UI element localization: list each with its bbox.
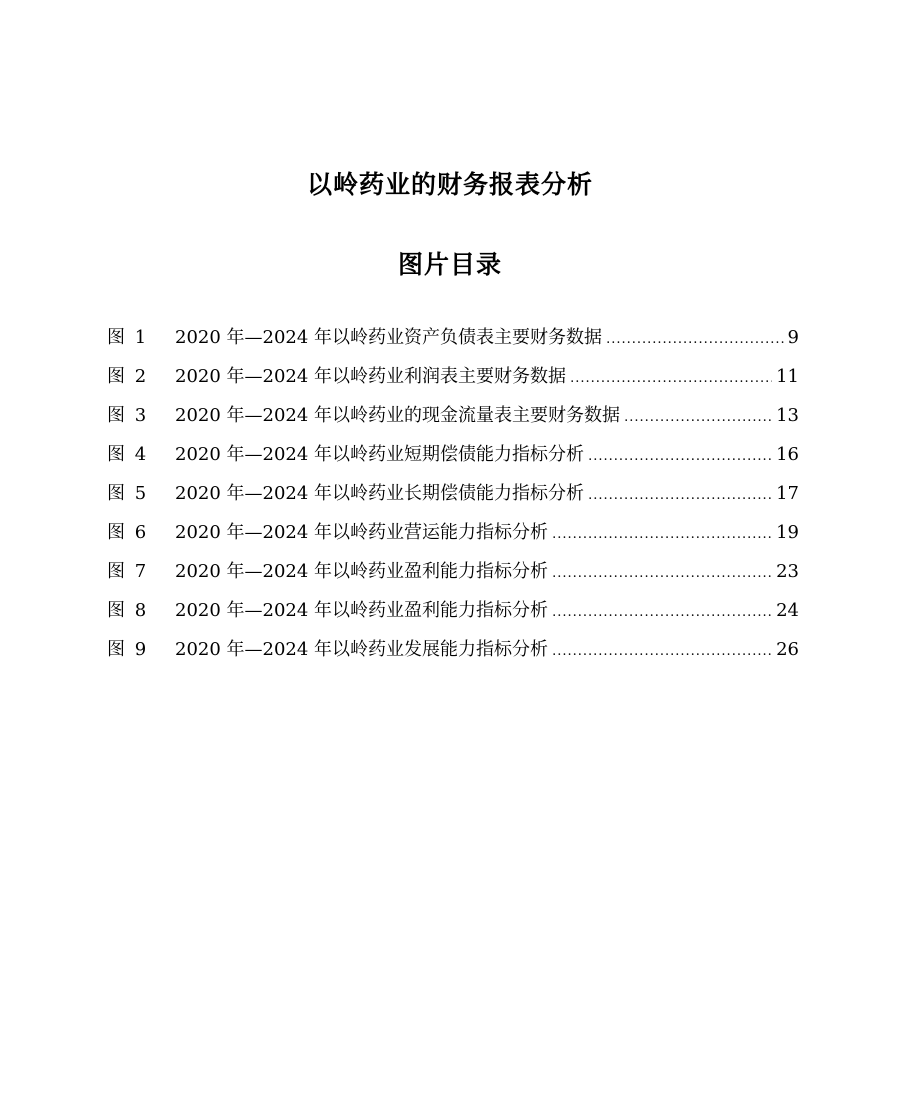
page-number: 23	[776, 561, 799, 582]
document-title: 以岭药业的财务报表分析	[306, 170, 593, 199]
page-number: 9	[787, 327, 799, 348]
dot-leader	[552, 635, 772, 669]
dot-leader	[606, 323, 783, 357]
page-number: 24	[776, 600, 799, 621]
figure-label: 图 8	[107, 600, 149, 621]
dot-leader	[588, 440, 772, 474]
figure-label: 图 3	[107, 405, 149, 426]
dot-leader	[552, 596, 772, 630]
figure-list	[107, 321, 799, 672]
figure-caption: 2020 年—2024 年以岭药业长期偿债能力指标分析	[175, 483, 585, 504]
figure-label: 图 5	[107, 483, 149, 504]
figure-label: 图 6	[107, 522, 149, 543]
page-number: 26	[776, 639, 799, 660]
figure-caption: 2020 年—2024 年以岭药业营运能力指标分析	[175, 522, 549, 543]
figure-caption: 2020 年—2024 年以岭药业资产负债表主要财务数据	[175, 327, 603, 348]
toc-entry[interactable]	[107, 438, 799, 477]
toc-entry[interactable]	[107, 516, 799, 555]
toc-entry[interactable]	[107, 360, 799, 399]
figure-caption: 2020 年—2024 年以岭药业盈利能力指标分析	[175, 600, 549, 621]
dot-leader	[624, 401, 772, 435]
figure-caption: 2020 年—2024 年以岭药业短期偿债能力指标分析	[175, 444, 585, 465]
toc-entry[interactable]	[107, 321, 799, 360]
figure-caption: 2020 年—2024 年以岭药业的现金流量表主要财务数据	[175, 405, 621, 426]
dot-leader	[552, 518, 772, 552]
figure-label: 图 1	[107, 327, 149, 348]
figure-label: 图 4	[107, 444, 149, 465]
figure-caption: 2020 年—2024 年以岭药业盈利能力指标分析	[175, 561, 549, 582]
figure-caption: 2020 年—2024 年以岭药业发展能力指标分析	[175, 639, 549, 660]
page-number: 11	[776, 366, 799, 387]
page-number: 16	[776, 444, 799, 465]
toc-entry[interactable]	[107, 594, 799, 633]
figure-label: 图 7	[107, 561, 149, 582]
toc-entry[interactable]	[107, 633, 799, 672]
page-number: 19	[776, 522, 799, 543]
figure-label: 图 9	[107, 639, 149, 660]
page-number: 13	[776, 405, 799, 426]
figure-label: 图 2	[107, 366, 149, 387]
toc-entry[interactable]	[107, 477, 799, 516]
page-number: 17	[776, 483, 799, 504]
dot-leader	[570, 362, 772, 396]
dot-leader	[552, 557, 772, 591]
dot-leader	[588, 479, 772, 513]
toc-entry[interactable]	[107, 555, 799, 594]
toc-entry[interactable]	[107, 399, 799, 438]
figure-list-heading: 图片目录	[397, 250, 502, 279]
figure-caption: 2020 年—2024 年以岭药业利润表主要财务数据	[175, 366, 567, 387]
